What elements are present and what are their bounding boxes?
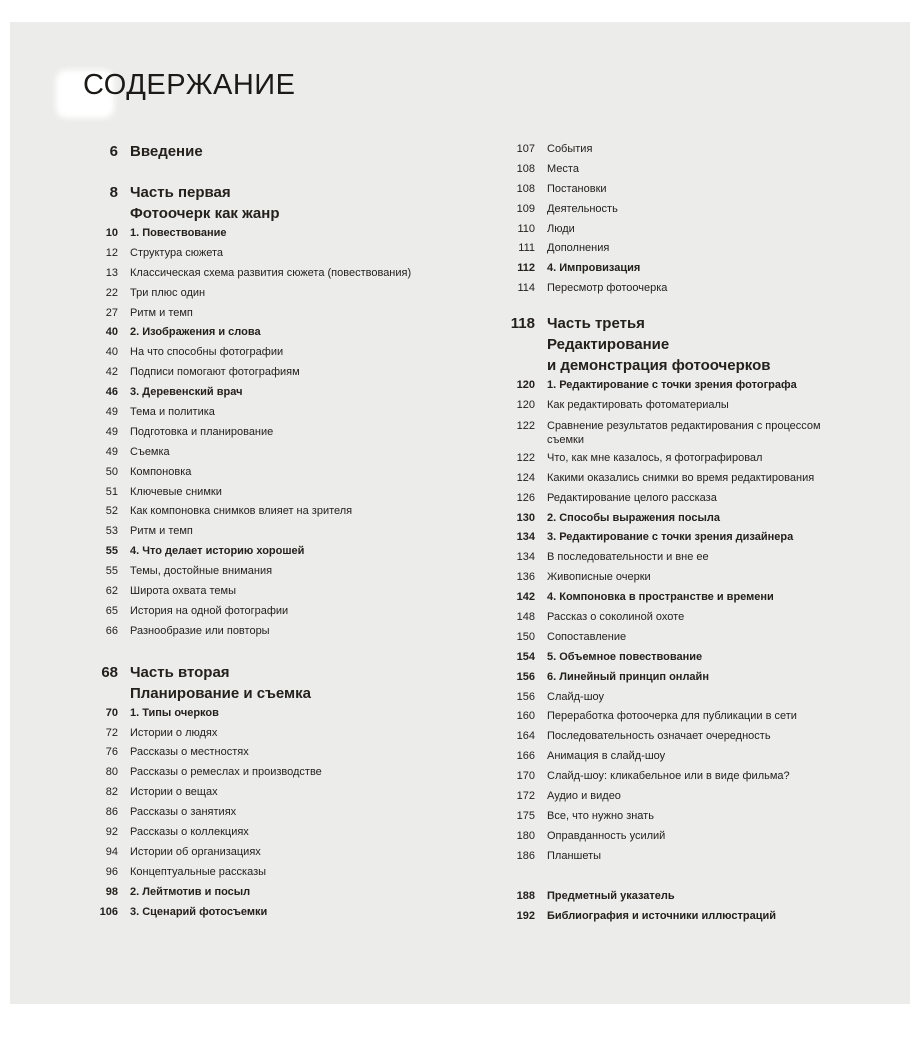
toc-title: Компоновка	[130, 465, 192, 478]
toc-page-number: 130	[516, 511, 535, 524]
toc-title: Темы, достойные внимания	[130, 565, 273, 578]
part-label: Часть вторая	[130, 663, 230, 681]
toc-title: Широта охвата темы	[130, 585, 236, 598]
toc-page-number: 107	[516, 143, 535, 155]
toc-page-number: 72	[105, 726, 118, 739]
toc-title: Ключевые снимки	[130, 485, 222, 498]
page-title: СОДЕРЖАНИЕ	[83, 69, 296, 101]
toc-entry	[78, 704, 438, 724]
toc-page-number: 12	[105, 246, 118, 259]
toc-entry	[495, 568, 895, 588]
toc-title: Что, как мне казалось, я фотографировал	[547, 451, 763, 464]
toc-page-number: 106	[99, 905, 118, 918]
toc-page-number: 109	[516, 202, 535, 215]
toc-entry	[495, 707, 895, 727]
toc-page-number: 120	[516, 399, 535, 412]
toc-entry	[495, 259, 895, 279]
toc-title-line: съемки	[547, 433, 585, 446]
toc-right-column	[495, 140, 895, 926]
toc-page-number: 82	[105, 786, 118, 799]
toc-title: Оправданность усилий	[547, 829, 666, 842]
toc-page-number: 13	[105, 266, 118, 279]
toc-entry	[495, 588, 895, 608]
toc-title: Рассказы о коллекциях	[130, 826, 249, 839]
toc-page-number: 126	[516, 491, 535, 504]
toc-entry	[495, 200, 895, 220]
toc-title: Ритм и темп	[130, 306, 193, 319]
toc-part-3-list-b	[495, 449, 895, 867]
toc-entry	[495, 140, 895, 160]
toc-entry	[78, 803, 438, 823]
toc-title: 6. Линейный принцип онлайн	[547, 670, 709, 683]
toc-entry	[495, 807, 895, 827]
toc-title: Введение	[130, 143, 203, 160]
toc-title: 1. Повествование	[130, 227, 227, 239]
toc-entry	[78, 582, 438, 602]
toc-entry	[495, 887, 895, 907]
toc-entry	[495, 688, 895, 708]
toc-title: 1. Типы очерков	[130, 706, 219, 719]
toc-page-number: 51	[105, 485, 118, 498]
toc-title: 4. Импровизация	[547, 262, 641, 275]
toc-entry	[78, 622, 438, 642]
toc-page-number: 6	[109, 143, 118, 160]
toc-entry-wrapped	[495, 416, 895, 449]
toc-title: Пересмотр фотоочерка	[547, 282, 668, 295]
toc-page-number: 110	[517, 222, 535, 235]
toc-title: 4. Что делает историю хорошей	[130, 545, 305, 558]
toc-title: Люди	[547, 222, 575, 235]
toc-entry	[495, 787, 895, 807]
toc-title: Последовательность означает очередность	[547, 730, 771, 743]
toc-entry	[78, 522, 438, 542]
toc-page-number: 122	[516, 451, 535, 464]
toc-part-2-list	[78, 704, 438, 923]
toc-page-number: 136	[516, 571, 535, 584]
toc-page-number: 150	[516, 630, 535, 643]
toc-title: Структура сюжета	[130, 246, 224, 259]
toc-page-number: 148	[516, 611, 535, 624]
toc-page-number: 68	[101, 663, 118, 681]
toc-title: Предметный указатель	[547, 889, 675, 902]
toc-title: Истории о вещах	[130, 786, 218, 799]
toc-entry	[495, 489, 895, 509]
toc-page-number: 124	[516, 471, 535, 484]
toc-entry	[495, 628, 895, 648]
toc-intro	[78, 140, 438, 164]
toc-title: 2. Способы выражения посыла	[547, 511, 720, 524]
book-page	[10, 22, 910, 1004]
toc-entry	[495, 827, 895, 847]
toc-entry	[78, 304, 438, 324]
toc-entry	[78, 264, 438, 284]
toc-title: 3. Сценарий фотосъемки	[130, 905, 268, 918]
toc-title: Слайд-шоу: кликабельное или в виде фильма?	[547, 770, 790, 783]
toc-page-number: 142	[516, 591, 535, 604]
toc-entry	[78, 284, 438, 304]
toc-page-number: 52	[105, 505, 118, 518]
toc-entry	[495, 509, 895, 529]
toc-entry	[495, 220, 895, 240]
toc-part-2	[78, 662, 438, 704]
toc-entry	[78, 423, 438, 443]
toc-page-number: 160	[516, 710, 535, 723]
toc-title: Съемка	[130, 445, 170, 458]
toc-entry	[78, 783, 438, 803]
toc-title: Рассказ о соколиной охоте	[547, 611, 685, 624]
toc-entry	[78, 743, 438, 763]
toc-title: Как редактировать фотоматериалы	[547, 399, 729, 412]
toc-title: Классическая схема развития сюжета (повествования)	[130, 266, 412, 279]
part-title: Редактирование	[547, 336, 670, 354]
toc-entry	[78, 443, 438, 463]
toc-entry	[78, 562, 438, 582]
toc-page-number: 40	[105, 346, 118, 359]
toc-entry	[495, 396, 895, 416]
toc-left-column	[78, 140, 438, 923]
toc-title: Живописные очерки	[547, 571, 651, 584]
toc-page-number: 164	[516, 730, 535, 743]
toc-entry	[495, 279, 895, 299]
toc-page-number: 55	[105, 565, 118, 578]
toc-page-number: 96	[105, 865, 118, 878]
toc-entry	[78, 323, 438, 343]
toc-entry	[495, 747, 895, 767]
toc-page-number: 108	[516, 182, 535, 195]
toc-page-number: 134	[516, 551, 535, 564]
toc-title: Планшеты	[547, 849, 602, 862]
toc-entry	[78, 383, 438, 403]
toc-part-1-list	[78, 224, 438, 642]
toc-page-number: 166	[516, 750, 535, 763]
toc-entry	[495, 239, 895, 259]
toc-title: Постановки	[547, 182, 607, 195]
toc-page-number: 156	[516, 670, 535, 683]
toc-page-number: 156	[516, 690, 535, 703]
toc-title: Разнообразие или повторы	[130, 624, 270, 637]
toc-page-number: 172	[516, 790, 535, 803]
toc-page-number: 175	[516, 809, 535, 822]
toc-page-number: 188	[516, 889, 535, 902]
toc-entry	[78, 602, 438, 622]
toc-title: Анимация в слайд-шоу	[547, 750, 666, 763]
toc-entry	[495, 907, 895, 927]
toc-title: 4. Компоновка в пространстве и времени	[547, 591, 774, 604]
toc-title: Истории об организациях	[130, 845, 261, 858]
toc-title: Как компоновка снимков влияет на зрителя	[130, 505, 353, 518]
toc-entry	[495, 648, 895, 668]
toc-entry	[78, 363, 438, 383]
toc-continued-list	[495, 140, 895, 299]
toc-part-3-list-a	[495, 376, 895, 416]
toc-page-number: 118	[510, 315, 535, 333]
toc-entry	[78, 823, 438, 843]
toc-title: Ритм и темп	[130, 525, 193, 538]
toc-entry	[495, 767, 895, 787]
toc-entry	[495, 528, 895, 548]
toc-entry	[495, 469, 895, 489]
toc-page-number: 170	[516, 770, 535, 783]
toc-title: 2. Лейтмотив и посыл	[130, 885, 251, 898]
toc-title: Подготовка и планирование	[130, 425, 274, 438]
toc-title: Какими оказались снимки во время редактирования	[547, 471, 815, 484]
toc-page-number: 192	[516, 909, 535, 922]
toc-entry	[78, 343, 438, 363]
toc-title: Концептуальные рассказы	[130, 865, 267, 878]
toc-entry	[495, 376, 895, 396]
toc-entry	[78, 463, 438, 483]
toc-entry	[495, 180, 895, 200]
toc-title: Рассказы о ремеслах и производстве	[130, 766, 322, 779]
toc-page-number: 86	[105, 806, 118, 819]
toc-title: 2. Изображения и слова	[130, 326, 261, 339]
toc-page-number: 186	[516, 849, 535, 862]
toc-page-number: 122	[516, 419, 535, 432]
toc-title: Рассказы о местностях	[130, 746, 249, 759]
toc-title: Все, что нужно знать	[547, 809, 654, 822]
toc-page-number: 180	[516, 829, 535, 842]
toc-title: Аудио и видео	[547, 790, 621, 803]
toc-entry	[495, 160, 895, 180]
toc-entry	[78, 542, 438, 562]
part-label: Часть первая	[130, 184, 231, 201]
toc-page-number: 50	[105, 465, 118, 478]
toc-title: Рассказы о занятиях	[130, 806, 237, 819]
toc-title: 3. Редактирование с точки зрения дизайнера	[547, 531, 794, 544]
toc-entry	[78, 483, 438, 503]
toc-title: 5. Объемное повествование	[547, 650, 703, 663]
toc-entry	[78, 244, 438, 264]
toc-title: В последовательности и вне ее	[547, 551, 709, 564]
toc-page-number: 10	[105, 227, 118, 239]
toc-page-number: 154	[516, 650, 535, 663]
part-title: Планирование и съемка	[130, 684, 311, 702]
toc-title: Места	[547, 162, 579, 175]
toc-page-number: 65	[105, 604, 118, 617]
toc-title-line: Сравнение результатов редактирования с процессом	[547, 419, 821, 432]
toc-page-number: 92	[105, 826, 118, 839]
toc-title: 1. Редактирование с точки зрения фотографа	[547, 379, 797, 392]
toc-page-number: 134	[516, 531, 535, 544]
toc-title: Сопоставление	[547, 630, 627, 643]
toc-entry	[495, 847, 895, 867]
part-label: Часть третья	[547, 315, 645, 333]
toc-page-number: 40	[105, 326, 118, 339]
toc-entry	[78, 903, 438, 923]
toc-entry	[78, 403, 438, 423]
toc-entry	[78, 883, 438, 903]
toc-entry	[495, 548, 895, 568]
toc-entry	[495, 727, 895, 747]
toc-title: История на одной фотографии	[130, 604, 289, 617]
toc-page-number: 120	[516, 379, 535, 392]
toc-page-number: 111	[518, 242, 535, 255]
toc-title: Три плюс один	[130, 286, 206, 299]
toc-page-number: 108	[516, 162, 535, 175]
toc-entry	[78, 224, 438, 244]
toc-page-number: 70	[105, 706, 118, 719]
toc-page-number: 76	[105, 746, 118, 759]
toc-title: Переработка фотоочерка для публикации в сети	[547, 710, 797, 723]
toc-page-number: 8	[109, 184, 118, 201]
toc-title: События	[547, 143, 593, 155]
toc-page-number: 112	[517, 262, 535, 275]
toc-part-3	[495, 313, 895, 376]
toc-page-number: 49	[105, 425, 118, 438]
toc-title: На что способны фотографии	[130, 346, 284, 359]
toc-page-number: 114	[517, 282, 535, 295]
toc-entry	[78, 763, 438, 783]
part-title-cont: и демонстрация фотоочерков	[547, 357, 771, 375]
toc-title: Подписи помогают фотографиям	[130, 366, 300, 379]
toc-title: Дополнения	[547, 242, 610, 255]
toc-part-1	[78, 182, 438, 224]
toc-page-number: 46	[105, 386, 118, 399]
toc-page-number: 66	[105, 624, 118, 637]
part-title: Фотоочерк как жанр	[130, 205, 280, 222]
toc-title: Истории о людях	[130, 726, 218, 739]
toc-title: Тема и политика	[130, 406, 215, 419]
toc-page-number: 22	[105, 286, 118, 299]
toc-page-number: 49	[105, 406, 118, 419]
toc-entry	[78, 843, 438, 863]
toc-title: Слайд-шоу	[547, 690, 605, 703]
toc-page-number: 98	[105, 885, 118, 898]
toc-entry	[78, 724, 438, 744]
toc-entry	[495, 608, 895, 628]
toc-title: 3. Деревенский врач	[130, 386, 243, 399]
toc-page-number: 62	[105, 585, 118, 598]
toc-entry	[78, 863, 438, 883]
toc-page-number: 42	[105, 366, 118, 379]
toc-page-number: 49	[105, 445, 118, 458]
toc-page-number: 27	[105, 306, 118, 319]
toc-page-number: 55	[105, 545, 118, 558]
toc-title: Деятельность	[547, 202, 618, 215]
toc-title: Библиография и источники иллюстраций	[547, 909, 777, 922]
toc-entry	[495, 449, 895, 469]
toc-page-number: 53	[105, 525, 118, 538]
toc-entry	[78, 502, 438, 522]
toc-page-number: 94	[105, 845, 118, 858]
toc-end-list	[495, 887, 895, 927]
toc-page-number: 80	[105, 766, 118, 779]
toc-entry	[495, 668, 895, 688]
toc-title: Редактирование целого рассказа	[547, 491, 717, 504]
